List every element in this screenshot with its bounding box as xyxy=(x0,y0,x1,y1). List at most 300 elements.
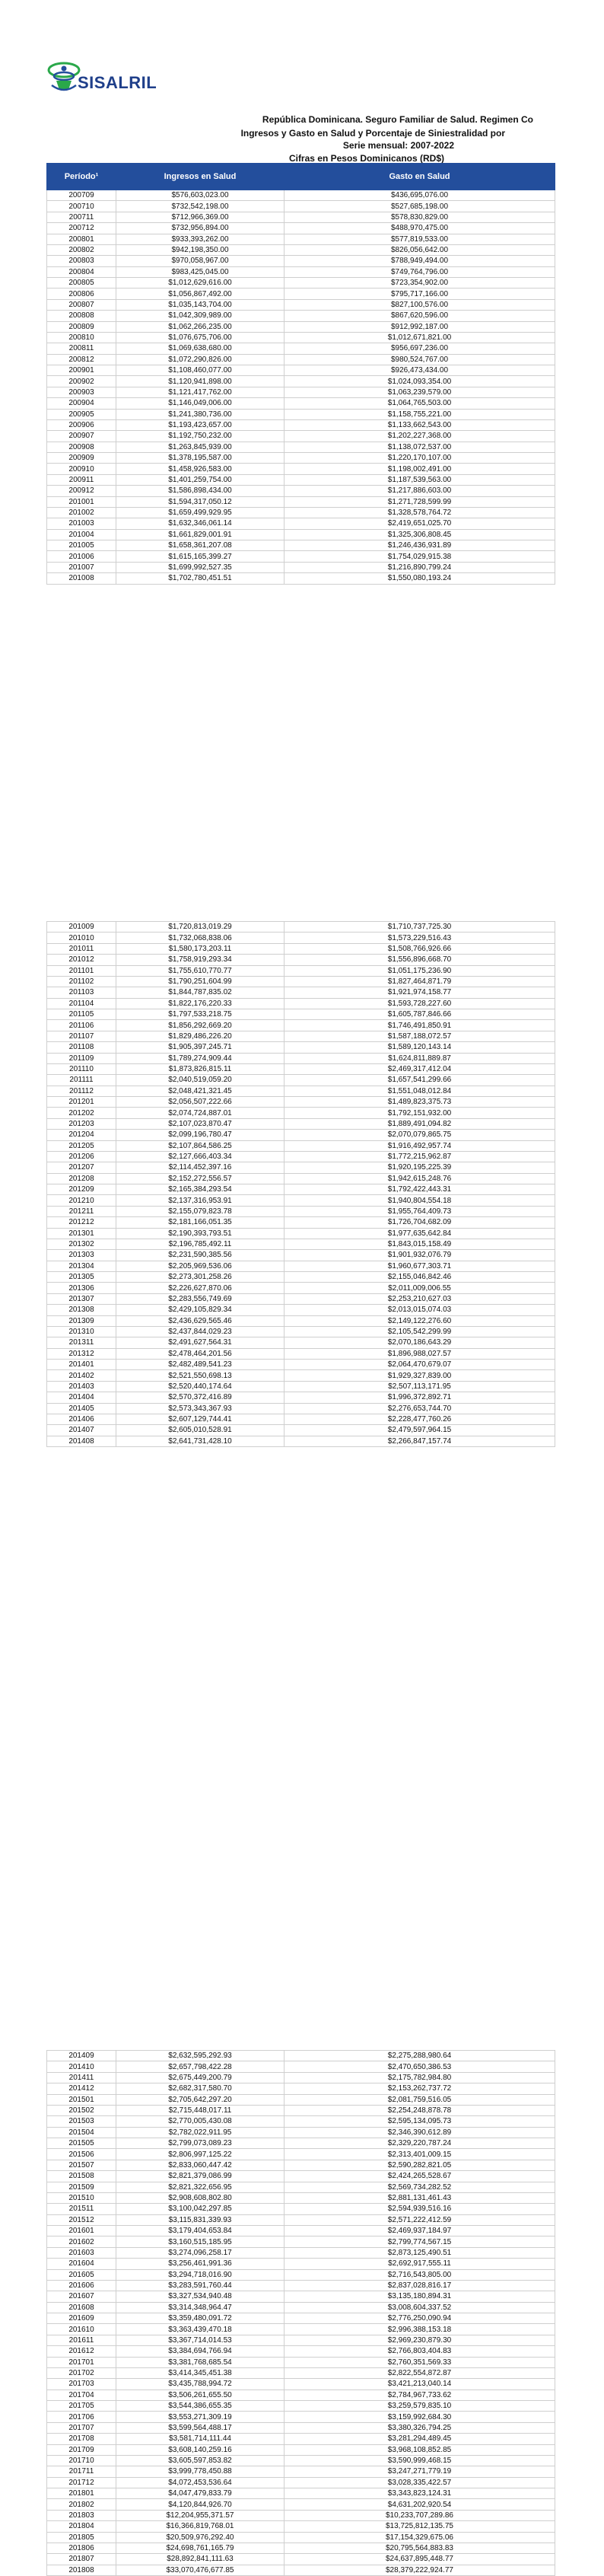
income-cell: $2,155,079,823.78 xyxy=(116,1206,285,1216)
period-cell: 201609 xyxy=(47,2313,116,2324)
period-cell: 200905 xyxy=(47,409,116,419)
table-row xyxy=(47,343,555,354)
income-cell: $3,435,788,994.72 xyxy=(116,2379,285,2389)
period-cell: 201606 xyxy=(47,2280,116,2291)
income-cell: $2,520,440,174.64 xyxy=(116,1381,285,1392)
income-cell: $2,482,489,541.23 xyxy=(116,1360,285,1370)
period-cell: 201508 xyxy=(47,2171,116,2182)
income-cell: $2,821,379,086.99 xyxy=(116,2171,285,2182)
income-cell: $1,062,266,235.00 xyxy=(116,321,285,332)
expense-cell: $1,187,539,563.00 xyxy=(285,474,555,485)
income-cell: $4,120,844,926.70 xyxy=(116,2499,285,2510)
expense-cell: $2,275,288,980.64 xyxy=(285,2051,555,2061)
table-row xyxy=(47,2280,555,2291)
income-cell: $2,657,798,422.28 xyxy=(116,2061,285,2072)
period-cell: 201007 xyxy=(47,562,116,572)
period-cell: 201408 xyxy=(47,1436,116,1446)
income-cell: $1,822,176,220.33 xyxy=(116,998,285,1009)
period-cell: 201308 xyxy=(47,1305,116,1315)
table-row xyxy=(47,998,555,1009)
income-cell: $4,072,453,536.64 xyxy=(116,2477,285,2488)
income-cell: $3,381,768,685.54 xyxy=(116,2357,285,2367)
period-cell: 200712 xyxy=(47,223,116,234)
period-cell: 201411 xyxy=(47,2072,116,2083)
table-row xyxy=(47,1425,555,1436)
expense-cell: $2,507,113,171.95 xyxy=(285,1381,555,1392)
income-cell: $2,231,590,385.56 xyxy=(116,1250,285,1261)
income-cell: $1,720,813,019.29 xyxy=(116,922,285,933)
period-cell: 201110 xyxy=(47,1063,116,1074)
period-cell: 200806 xyxy=(47,289,116,299)
income-cell: $2,283,556,749.69 xyxy=(116,1293,285,1304)
table-row xyxy=(47,1250,555,1261)
expense-cell: $2,070,079,865.75 xyxy=(285,1130,555,1140)
table-row xyxy=(47,2367,555,2378)
expense-cell: $24,637,895,448.77 xyxy=(285,2554,555,2565)
table-row xyxy=(47,965,555,976)
table-row xyxy=(47,332,555,343)
table-row xyxy=(47,2455,555,2466)
period-cell: 201407 xyxy=(47,1425,116,1436)
expense-cell: $2,064,470,679.07 xyxy=(285,1360,555,1370)
expense-cell: $2,313,401,009.15 xyxy=(285,2149,555,2160)
expense-cell: $2,424,265,528.67 xyxy=(285,2171,555,2182)
table-header-row xyxy=(47,164,555,190)
period-cell: 201803 xyxy=(47,2510,116,2520)
expense-cell: $1,754,029,915.38 xyxy=(285,551,555,562)
expense-cell: $3,590,999,468.15 xyxy=(285,2455,555,2466)
table-row xyxy=(47,1403,555,1414)
table-row xyxy=(47,289,555,299)
period-cell: 201401 xyxy=(47,1360,116,1370)
table-row xyxy=(47,2160,555,2170)
income-cell: $732,542,198.00 xyxy=(116,201,285,212)
expense-cell: $3,343,823,124.31 xyxy=(285,2488,555,2499)
table-row xyxy=(47,518,555,529)
income-cell: $2,196,785,492.11 xyxy=(116,1239,285,1249)
period-cell: 201712 xyxy=(47,2477,116,2488)
data-table-page-1 xyxy=(46,163,555,585)
income-cell: $1,699,992,527.35 xyxy=(116,562,285,572)
income-cell: $1,378,195,587.00 xyxy=(116,453,285,464)
period-cell: 201112 xyxy=(47,1086,116,1096)
table-row xyxy=(47,2061,555,2072)
table-row xyxy=(47,2083,555,2094)
table-row xyxy=(47,1118,555,1129)
income-cell: $1,755,610,770.77 xyxy=(116,965,285,976)
period-cell: 201505 xyxy=(47,2138,116,2149)
table-row xyxy=(47,431,555,442)
expense-cell: $2,470,650,386.53 xyxy=(285,2061,555,2072)
expense-cell: $1,605,787,846.66 xyxy=(285,1009,555,1020)
table-row xyxy=(47,256,555,266)
expense-cell: $527,685,198.00 xyxy=(285,201,555,212)
period-cell: 200910 xyxy=(47,464,116,474)
expense-cell: $1,202,227,368.00 xyxy=(285,431,555,442)
table-row xyxy=(47,1042,555,1053)
table-row xyxy=(47,376,555,387)
expense-cell: $1,901,932,076.79 xyxy=(285,1250,555,1261)
table-row xyxy=(47,2434,555,2444)
period-cell: 201510 xyxy=(47,2192,116,2203)
period-cell: 201109 xyxy=(47,1053,116,1063)
expense-cell: $1,896,988,027.57 xyxy=(285,1348,555,1359)
period-cell: 201106 xyxy=(47,1020,116,1031)
income-cell: $1,012,629,616.00 xyxy=(116,278,285,289)
expense-cell: $2,175,782,984.80 xyxy=(285,2072,555,2083)
expense-cell: $2,571,222,412.59 xyxy=(285,2214,555,2225)
period-cell: 201107 xyxy=(47,1031,116,1041)
income-cell: $1,856,292,669.20 xyxy=(116,1020,285,1031)
expense-cell: $1,138,072,537.00 xyxy=(285,442,555,452)
table-row xyxy=(47,1360,555,1370)
expense-cell: $2,329,220,787.24 xyxy=(285,2138,555,2149)
expense-cell: $2,013,015,074.03 xyxy=(285,1305,555,1315)
income-cell: $2,040,519,059.20 xyxy=(116,1075,285,1086)
period-cell: 201105 xyxy=(47,1009,116,1020)
period-cell: 201210 xyxy=(47,1195,116,1206)
income-cell: $16,366,819,768.01 xyxy=(116,2521,285,2532)
income-cell: $2,127,666,403.34 xyxy=(116,1151,285,1162)
income-cell: $1,732,068,838.06 xyxy=(116,933,285,943)
period-cell: 201801 xyxy=(47,2488,116,2499)
period-cell: 201207 xyxy=(47,1162,116,1173)
income-cell: $28,892,841,111.63 xyxy=(116,2554,285,2565)
period-cell: 201001 xyxy=(47,496,116,507)
table-row xyxy=(47,2488,555,2499)
expense-cell: $912,992,187.00 xyxy=(285,321,555,332)
table-row xyxy=(47,1381,555,1392)
table-row xyxy=(47,2259,555,2269)
table-row xyxy=(47,2477,555,2488)
expense-cell: $2,070,186,643.29 xyxy=(285,1337,555,1348)
expense-cell: $1,843,015,158.49 xyxy=(285,1239,555,1249)
period-cell: 201103 xyxy=(47,987,116,998)
income-cell: $1,056,867,492.00 xyxy=(116,289,285,299)
table-row xyxy=(47,2499,555,2510)
table-row xyxy=(47,2236,555,2247)
expense-cell: $2,873,125,490.51 xyxy=(285,2247,555,2258)
table-row xyxy=(47,2389,555,2400)
expense-cell: $2,969,230,879.30 xyxy=(285,2335,555,2345)
income-cell: $1,702,780,451.51 xyxy=(116,573,285,584)
table-row xyxy=(47,409,555,419)
income-cell: $2,782,022,911.95 xyxy=(116,2127,285,2138)
expense-cell: $488,970,475.00 xyxy=(285,223,555,234)
income-cell: $3,314,348,964.47 xyxy=(116,2302,285,2313)
table-row xyxy=(47,1063,555,1074)
period-cell: 200908 xyxy=(47,442,116,452)
income-cell: $1,241,380,736.00 xyxy=(116,409,285,419)
expense-cell: $1,573,229,516.43 xyxy=(285,933,555,943)
table-row xyxy=(47,1206,555,1216)
table-row xyxy=(47,1020,555,1031)
period-cell: 200810 xyxy=(47,332,116,343)
income-cell: $2,770,005,430.08 xyxy=(116,2116,285,2127)
expense-cell: $2,081,759,516.05 xyxy=(285,2094,555,2105)
period-cell: 201303 xyxy=(47,1250,116,1261)
table-body-page-1 xyxy=(47,190,555,585)
table-row xyxy=(47,2204,555,2214)
income-cell: $2,715,448,017.11 xyxy=(116,2105,285,2115)
income-cell: $2,181,166,051.35 xyxy=(116,1217,285,1228)
income-cell: $24,698,761,165.79 xyxy=(116,2543,285,2553)
table-row xyxy=(47,1151,555,1162)
expense-cell: $723,354,902.00 xyxy=(285,278,555,289)
period-cell: 201204 xyxy=(47,1130,116,1140)
income-cell: $1,263,845,939.00 xyxy=(116,442,285,452)
table-row xyxy=(47,387,555,397)
income-cell: $2,099,196,780.47 xyxy=(116,1130,285,1140)
expense-cell: $1,063,239,579.00 xyxy=(285,387,555,397)
period-cell: 201009 xyxy=(47,922,116,933)
income-cell: $2,205,969,536.06 xyxy=(116,1261,285,1271)
period-cell: 200809 xyxy=(47,321,116,332)
income-cell: $1,069,638,680.00 xyxy=(116,343,285,354)
expense-cell: $436,695,076.00 xyxy=(285,190,555,201)
period-cell: 201102 xyxy=(47,976,116,987)
income-cell: $3,544,386,655.35 xyxy=(116,2401,285,2412)
table-row xyxy=(47,2543,555,2553)
period-cell: 201611 xyxy=(47,2335,116,2345)
expense-cell: $1,550,080,193.24 xyxy=(285,573,555,584)
income-cell: $1,076,675,706.00 xyxy=(116,332,285,343)
income-cell: $1,146,049,006.00 xyxy=(116,398,285,409)
table-body-page-3 xyxy=(47,2051,555,2576)
income-cell: $2,491,627,564.31 xyxy=(116,1337,285,1348)
period-cell: 201412 xyxy=(47,2083,116,2094)
period-cell: 201208 xyxy=(47,1173,116,1184)
income-cell: $1,873,826,815.11 xyxy=(116,1063,285,1074)
table-row xyxy=(47,540,555,551)
table-row xyxy=(47,1326,555,1337)
period-cell: 201405 xyxy=(47,1403,116,1414)
income-cell: $1,789,274,909.44 xyxy=(116,1053,285,1063)
period-cell: 201305 xyxy=(47,1272,116,1283)
period-cell: 201111 xyxy=(47,1075,116,1086)
expense-cell: $827,100,576.00 xyxy=(285,299,555,310)
period-cell: 201004 xyxy=(47,529,116,540)
period-cell: 201602 xyxy=(47,2236,116,2247)
expense-cell: $1,792,151,932.00 xyxy=(285,1108,555,1118)
table-row xyxy=(47,212,555,222)
expense-cell: $2,996,388,153.18 xyxy=(285,2324,555,2335)
table-row xyxy=(47,933,555,943)
expense-cell: $926,473,434.00 xyxy=(285,365,555,376)
period-cell: 201710 xyxy=(47,2455,116,2466)
period-cell: 201010 xyxy=(47,933,116,943)
expense-cell: $980,524,767.00 xyxy=(285,354,555,365)
period-cell: 200911 xyxy=(47,474,116,485)
income-cell: $12,204,955,371.57 xyxy=(116,2510,285,2520)
income-cell: $2,821,322,656.95 xyxy=(116,2182,285,2192)
income-cell: $1,580,173,203.11 xyxy=(116,943,285,954)
income-cell: $3,414,345,451.38 xyxy=(116,2367,285,2378)
period-cell: 200909 xyxy=(47,453,116,464)
expense-cell: $28,379,222,924.77 xyxy=(285,2565,555,2575)
income-cell: $3,359,480,091.72 xyxy=(116,2313,285,2324)
income-cell: $1,108,460,077.00 xyxy=(116,365,285,376)
table-row xyxy=(47,419,555,430)
period-cell: 200807 xyxy=(47,299,116,310)
period-cell: 201706 xyxy=(47,2412,116,2422)
expense-cell: $1,064,765,503.00 xyxy=(285,398,555,409)
report-title-line-2: Ingresos y Gasto en Salud y Porcentaje de Siniestralidad por xyxy=(240,128,505,139)
expense-cell: $1,587,188,072.57 xyxy=(285,1031,555,1041)
table-row xyxy=(47,2192,555,2203)
expense-cell: $2,419,651,025.70 xyxy=(285,518,555,529)
expense-cell: $1,960,677,303.71 xyxy=(285,1261,555,1271)
income-cell: $1,758,919,293.34 xyxy=(116,955,285,965)
period-cell: 201310 xyxy=(47,1326,116,1337)
income-cell: $2,165,384,293.54 xyxy=(116,1184,285,1195)
income-cell: $1,594,317,050.12 xyxy=(116,496,285,507)
period-cell: 201206 xyxy=(47,1151,116,1162)
period-cell: 200904 xyxy=(47,398,116,409)
income-cell: $2,048,421,321.45 xyxy=(116,1086,285,1096)
table-row xyxy=(47,976,555,987)
expense-cell: $3,159,992,684.30 xyxy=(285,2412,555,2422)
table-row xyxy=(47,2510,555,2520)
period-cell: 200808 xyxy=(47,311,116,321)
expense-cell: $1,889,491,094.82 xyxy=(285,1118,555,1129)
table-row xyxy=(47,299,555,310)
table-row xyxy=(47,442,555,452)
income-cell: $2,799,073,089.23 xyxy=(116,2138,285,2149)
period-cell: 201002 xyxy=(47,507,116,518)
table-row xyxy=(47,529,555,540)
expense-cell: $2,479,597,964.15 xyxy=(285,1425,555,1436)
table-row xyxy=(47,354,555,365)
table-row xyxy=(47,2127,555,2138)
table-row xyxy=(47,955,555,965)
table-row xyxy=(47,1392,555,1403)
income-cell: $1,121,417,762.00 xyxy=(116,387,285,397)
table-row xyxy=(47,1337,555,1348)
table-row xyxy=(47,2094,555,2105)
period-cell: 201203 xyxy=(47,1118,116,1129)
income-cell: $2,833,060,447.42 xyxy=(116,2160,285,2170)
income-cell: $3,581,714,111.44 xyxy=(116,2434,285,2444)
table-row xyxy=(47,2105,555,2115)
table-row xyxy=(47,507,555,518)
period-cell: 201804 xyxy=(47,2521,116,2532)
period-cell: 200912 xyxy=(47,486,116,496)
period-cell: 201211 xyxy=(47,1206,116,1216)
table-row xyxy=(47,1414,555,1424)
period-cell: 201403 xyxy=(47,1381,116,1392)
income-cell: $3,100,042,297.85 xyxy=(116,2204,285,2214)
period-cell: 201608 xyxy=(47,2302,116,2313)
expense-cell: $2,469,317,412.04 xyxy=(285,1063,555,1074)
expense-cell: $2,784,967,733.62 xyxy=(285,2389,555,2400)
table-row xyxy=(47,234,555,244)
expense-cell: $2,594,939,516.16 xyxy=(285,2204,555,2214)
table-row xyxy=(47,474,555,485)
period-cell: 200812 xyxy=(47,354,116,365)
table-row xyxy=(47,1009,555,1020)
period-cell: 201008 xyxy=(47,573,116,584)
period-cell: 201005 xyxy=(47,540,116,551)
income-cell: $983,425,045.00 xyxy=(116,266,285,277)
expense-cell: $2,011,009,006.55 xyxy=(285,1283,555,1293)
period-cell: 201805 xyxy=(47,2532,116,2543)
expense-cell: $3,028,335,422.57 xyxy=(285,2477,555,2488)
table-row xyxy=(47,1293,555,1304)
expense-cell: $1,916,492,957.74 xyxy=(285,1140,555,1151)
report-title-line-4: Cifras en Pesos Dominicanos (RD$) xyxy=(288,153,444,164)
income-cell: $1,586,898,434.00 xyxy=(116,486,285,496)
income-cell: $1,632,346,061.14 xyxy=(116,518,285,529)
income-cell: $2,074,724,887.01 xyxy=(116,1108,285,1118)
income-cell: $3,367,714,014.53 xyxy=(116,2335,285,2345)
period-cell: 200903 xyxy=(47,387,116,397)
income-cell: $3,506,261,655.50 xyxy=(116,2389,285,2400)
period-cell: 201406 xyxy=(47,1414,116,1424)
table-row xyxy=(47,2051,555,2061)
expense-cell: $1,328,578,764.72 xyxy=(285,507,555,518)
income-cell: $1,844,787,835.02 xyxy=(116,987,285,998)
expense-cell: $2,776,250,090.94 xyxy=(285,2313,555,2324)
table-row xyxy=(47,486,555,496)
expense-cell: $795,717,166.00 xyxy=(285,289,555,299)
period-cell: 201702 xyxy=(47,2367,116,2378)
expense-cell: $826,056,642.00 xyxy=(285,244,555,255)
period-cell: 201410 xyxy=(47,2061,116,2072)
table-row xyxy=(47,244,555,255)
period-cell: 200710 xyxy=(47,201,116,212)
expense-cell: $1,710,737,725.30 xyxy=(285,922,555,933)
income-cell: $2,137,316,953.91 xyxy=(116,1195,285,1206)
period-cell: 200805 xyxy=(47,278,116,289)
expense-cell: $2,881,131,461.43 xyxy=(285,2192,555,2203)
period-cell: 201711 xyxy=(47,2466,116,2477)
period-cell: 200802 xyxy=(47,244,116,255)
table-row xyxy=(47,453,555,464)
income-cell: $1,120,941,898.00 xyxy=(116,376,285,387)
table-row xyxy=(47,1239,555,1249)
expense-cell: $1,772,215,962.87 xyxy=(285,1151,555,1162)
expense-cell: $1,929,327,839.00 xyxy=(285,1370,555,1381)
period-cell: 201212 xyxy=(47,1217,116,1228)
income-cell: $3,553,271,309.19 xyxy=(116,2412,285,2422)
income-cell: $2,152,272,556.57 xyxy=(116,1173,285,1184)
period-cell: 201506 xyxy=(47,2149,116,2160)
expense-cell: $2,595,134,095.73 xyxy=(285,2116,555,2127)
table-row xyxy=(47,2116,555,2127)
period-cell: 201603 xyxy=(47,2247,116,2258)
period-cell: 201306 xyxy=(47,1283,116,1293)
data-table-page-3 xyxy=(46,2050,555,2576)
period-cell: 201402 xyxy=(47,1370,116,1381)
expense-cell: $2,760,351,569.33 xyxy=(285,2357,555,2367)
table-row xyxy=(47,1031,555,1041)
expense-cell: $1,955,764,409.73 xyxy=(285,1206,555,1216)
income-cell: $712,966,369.00 xyxy=(116,212,285,222)
income-cell: $3,294,718,016.90 xyxy=(116,2269,285,2280)
expense-cell: $3,259,579,835.10 xyxy=(285,2401,555,2412)
expense-cell: $1,657,541,299.66 xyxy=(285,1075,555,1086)
expense-cell: $2,822,554,872.87 xyxy=(285,2367,555,2378)
period-cell: 201504 xyxy=(47,2127,116,2138)
period-cell: 201202 xyxy=(47,1108,116,1118)
table-body-page-2 xyxy=(47,922,555,1447)
income-cell: $3,327,534,940.48 xyxy=(116,2291,285,2302)
income-cell: $3,283,591,760.44 xyxy=(116,2280,285,2291)
table-row xyxy=(47,278,555,289)
income-cell: $2,478,464,201.56 xyxy=(116,1348,285,1359)
table-row xyxy=(47,2138,555,2149)
